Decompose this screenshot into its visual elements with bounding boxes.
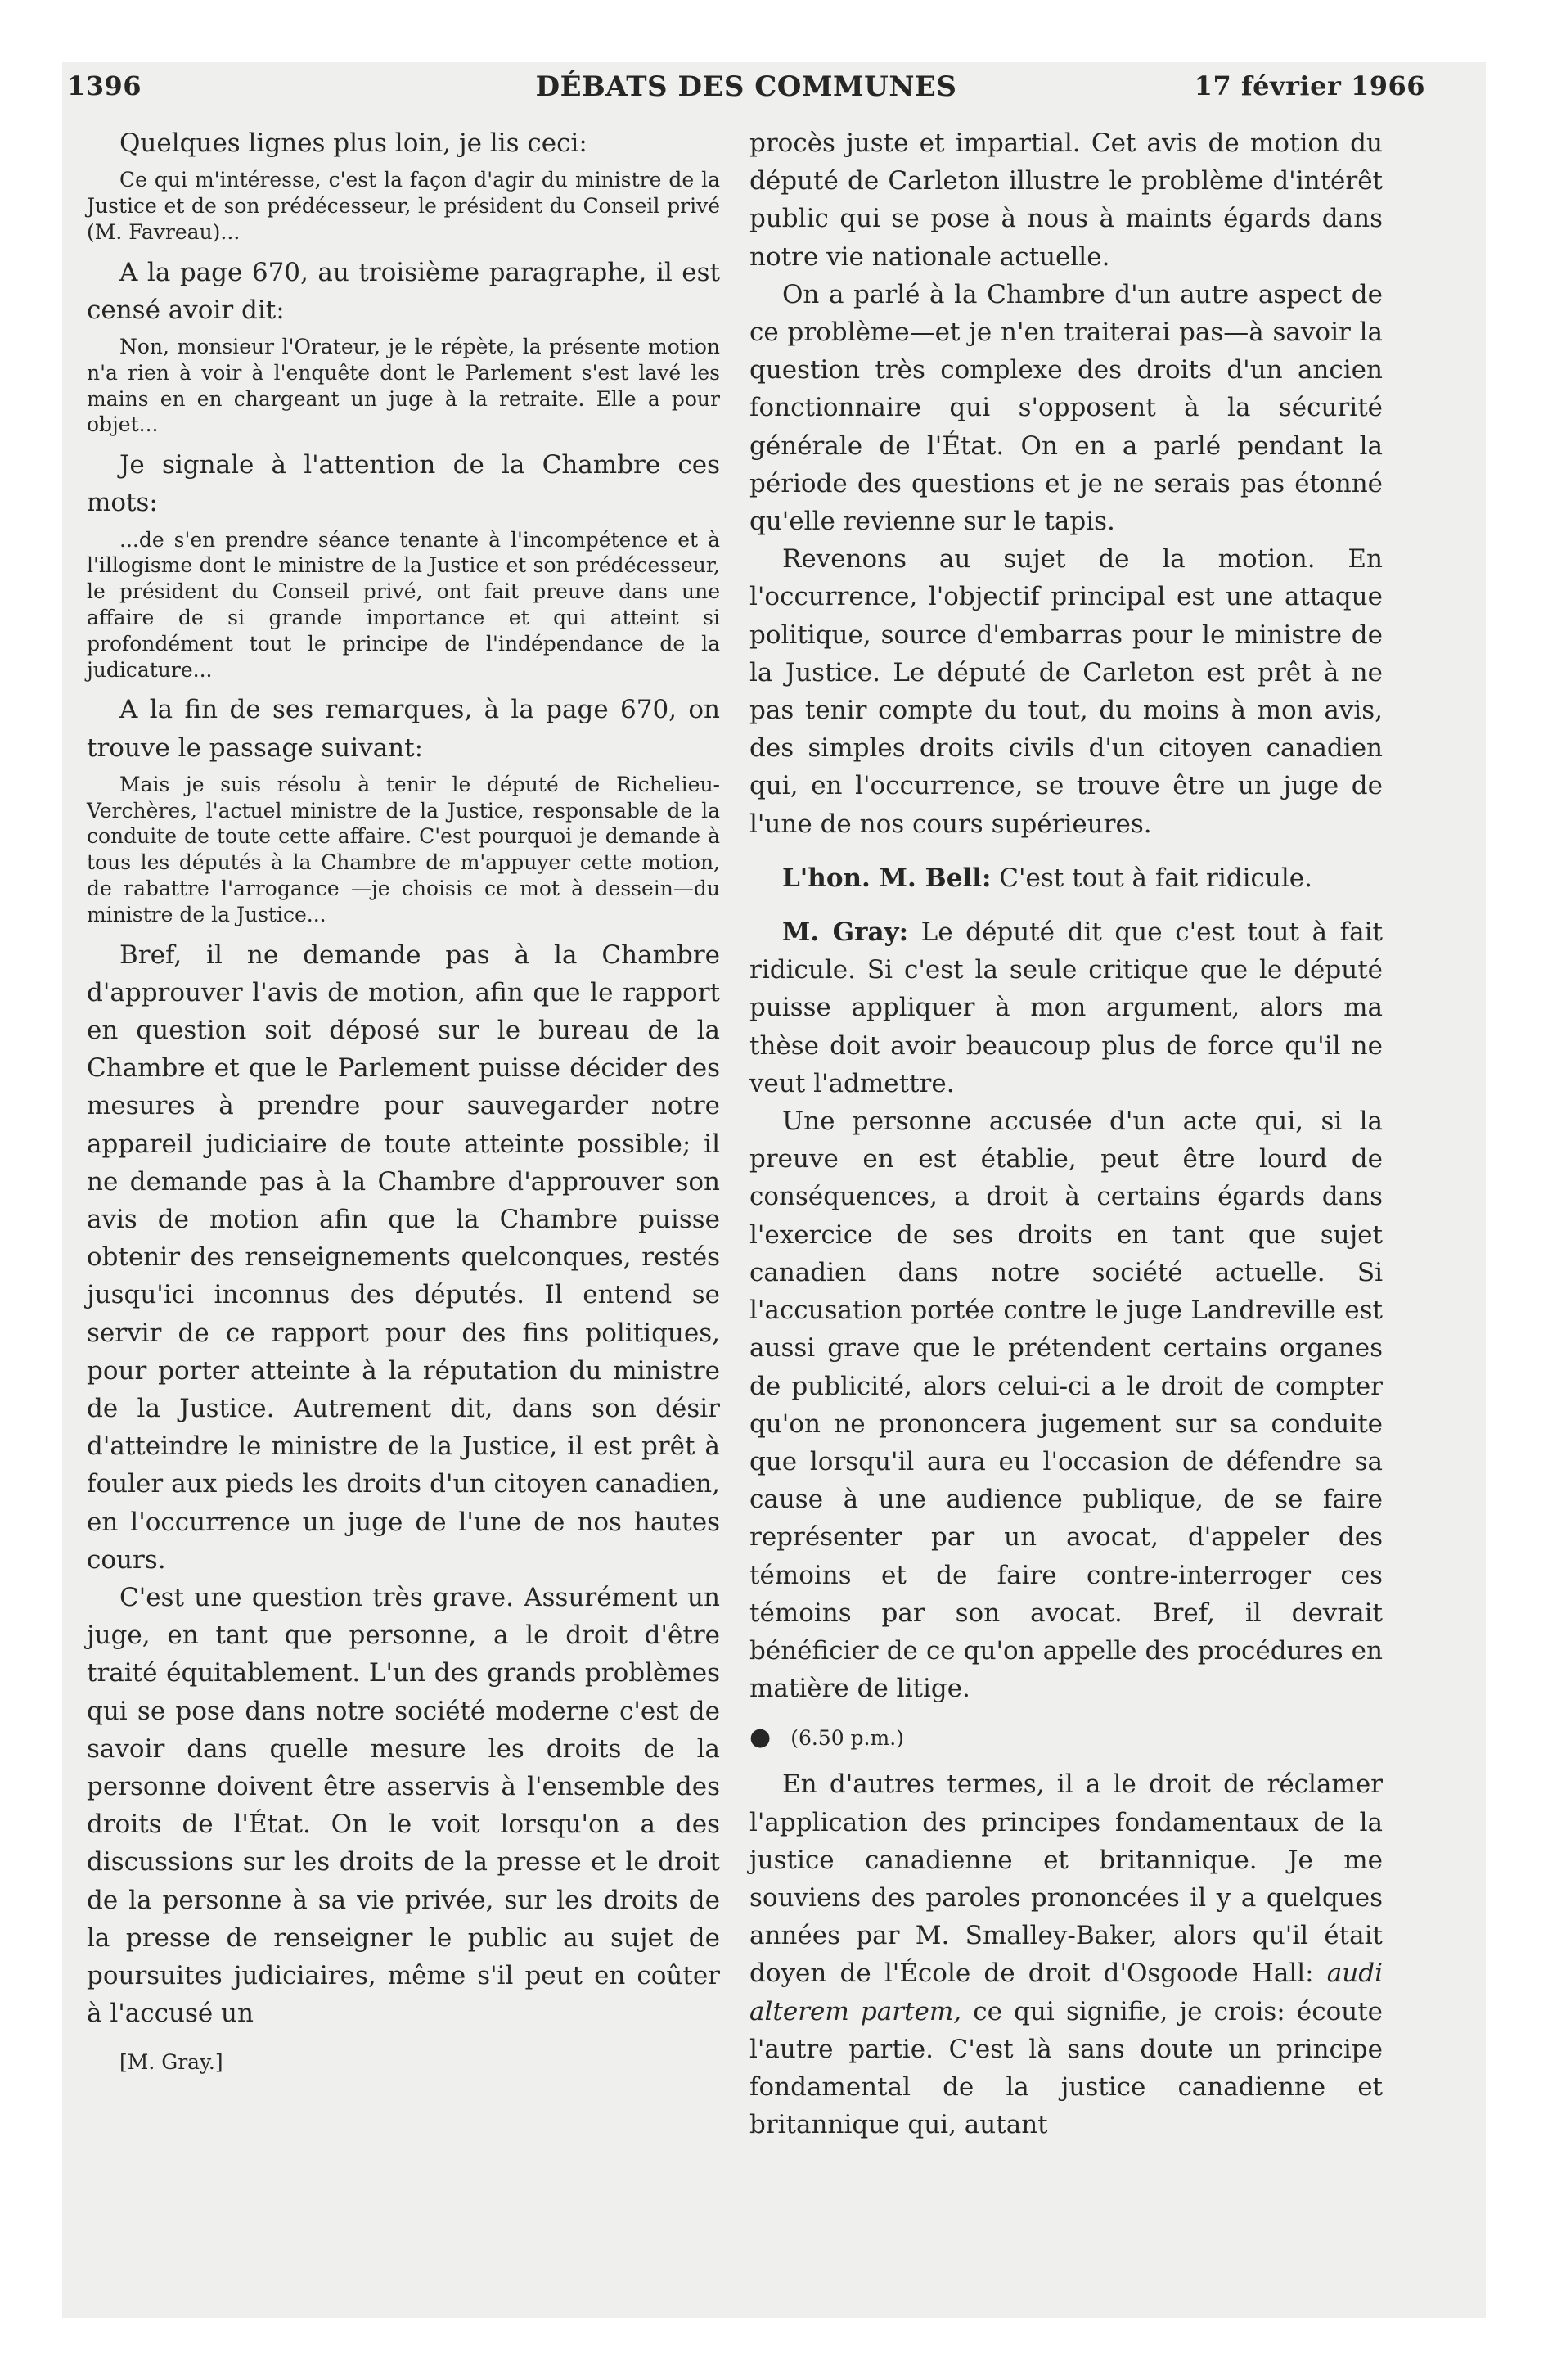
paragraph: C'est une question très grave. Assurément un juge, en tant que personne, a le droit d'être traité équitablement. L'un des grands problèmes qui se pose dans notre société moderne c'est de savoir dans quelle mesure les droits de la personne doivent être asservis à l'ensemble des droits de l'État. On le voit lorsqu'on a des discussions sur les droits de la presse et le droit de la personne à sa vie privée, sur les droits de la presse de renseigner le public au sujet de poursuites judiciaires, même s'il peut en coûter à l'accusé un [87, 1583, 720, 2029]
paragraph: On a parlé à la Chambre d'un autre aspect de ce problème—et je n'en traiterai pas—à savoir la question très complexe des droits d'un ancien fonctionnaire qui s'opposent à la sécurité générale de l'État. On en a parlé pendant la période des questions et je ne serais pas étonné qu'elle revienne sur le tapis. [749, 279, 1383, 537]
speaker-name: L'hon. M. Bell: [782, 863, 992, 893]
paragraph: Quelques lignes plus loin, je lis ceci: [119, 128, 587, 158]
paragraph [749, 1765, 1383, 2143]
paragraph: procès juste et impartial. Cet avis de motion du député de Carleton illustre le problème d'intérêt public qui se pose à nous à maints égards dans notre vie nationale actuelle. [749, 128, 1383, 272]
right-column [749, 124, 1383, 2143]
paragraph: A la page 670, au troisième paragraphe, il est censé avoir dit: [87, 257, 720, 325]
quotation: Non, monsieur l'Orateur, je le répète, la présente motion n'a rien à voir à l'enquête dont le Parlement s'est lavé les mains en en chargeant un juge à la retraite. Elle a pour objet... [87, 335, 720, 437]
quotation: Mais je suis résolu à tenir le député de Richelieu-Verchères, l'actuel ministre de la Justice, responsable de la conduite de toute cette affaire. C'est pourquoi je demande à tous les députés à la Chambre de m'appuyer cette motion, de rabattre l'arrogance —je choisis ce mot à dessein—du ministre de la Justice... [87, 772, 720, 926]
issue-date: 17 février 1966 [1194, 70, 1425, 101]
speaker-text: C'est tout à fait ridicule. [991, 863, 1312, 893]
bullet-icon: ● [749, 1723, 772, 1752]
left-column [87, 124, 720, 2074]
paragraph: Revenons au sujet de la motion. En l'occurrence, l'objectif principal est une attaque politique, source d'embarras pour le ministre de la Justice. Le député de Carleton est prêt à ne pas tenir compte du tout, du moins à mon avis, des simples droits civils d'un citoyen canadien qui, en l'occurrence, se trouve être un juge de l'une de nos cours supérieures. [749, 544, 1383, 839]
time-stamp: (6.50 p.m.) [790, 1726, 904, 1751]
page-number: 1396 [67, 70, 142, 101]
speaker-statement [749, 913, 1383, 1102]
paragraph: Une personne accusée d'un acte qui, si la preuve en est établie, peut être lourd de conséquences, a droit à certains égards dans l'exercice de ses droits en tant que sujet canadien dans notre société actuelle. Si l'accusation portée contre le juge Landreville est aussi grave que le prétendent certains organes de publicité, alors celui-ci a le droit de compter qu'on ne prononcera jugement sur sa conduite que lorsqu'il aura eu l'occasion de défendre sa cause à une audience publique, de se faire représenter par un avocat, d'appeler des témoins et de faire contre-interroger ces témoins par son avocat. Bref, il devrait bénéficier de ce qu'on appelle des procédures en matière de litige. [749, 1107, 1383, 1704]
quotation: Ce qui m'intéresse, c'est la façon d'agir du ministre de la Justice et de son prédécesseur, le président du Conseil privé (M. Favreau)... [87, 168, 720, 244]
journal-title: DÉBATS DES COMMUNES [535, 70, 957, 103]
latin-phrase: audi alterem partem, [749, 1959, 1383, 2026]
paragraph-text: En d'autres termes, il a le droit de réclamer l'application des principes fondamentaux de la justice canadienne et britannique. Je me souviens des paroles prononcées il y a quelques années par M. Smalley-Baker, alors qu'il était doyen de l'École de droit d'Osgoode Hall: [749, 1769, 1383, 1989]
page-header [67, 70, 1425, 116]
paragraph: Je signale à l'attention de la Chambre ces mots: [87, 450, 720, 518]
quotation: ...de s'en prendre séance tenante à l'incompétence et à l'illogisme dont le ministre de la Justice et son prédécesseur, le président du Conseil privé, ont fait preuve dans une affaire de si grande importance et qui atteint si profondément tout le principe de l'indépendance de la judicature... [87, 527, 720, 682]
time-marker [749, 1719, 1383, 1757]
paragraph: A la fin de ses remarques, à la page 670, on trouve le passage suivant: [87, 695, 720, 763]
speaker-name: M. Gray: [782, 917, 909, 948]
speaker-text: Le député dit que c'est tout à fait ridicule. Si c'est la seule critique que le député puisse appliquer à mon argument, alors ma thèse doit avoir beaucoup plus de force qu'il ne veut l'admettre. [749, 917, 1384, 1098]
speaker-statement [749, 859, 1383, 897]
speaker-tag: [M. Gray.] [119, 2050, 223, 2075]
paragraph-text: ce qui signifie, je crois: écoute l'autre partie. C'est là sans doute un principe fondamental de la justice canadienne et britannique qui, autant [749, 1996, 1383, 2140]
paragraph: Bref, il ne demande pas à la Chambre d'approuver l'avis de motion, afin que le rapport en question soit déposé sur le bureau de la Chambre et que le Parlement puisse décider des mesures à prendre pour sauvegarder notre appareil judiciaire de toute atteinte possible; il ne demande pas à la Chambre d'approuver son avis de motion afin que la Chambre puisse obtenir des renseignements quelconques, restés jusqu'ici inconnus des députés. Il entend se servir de ce rapport pour des fins politiques, pour porter atteinte à la réputation du ministre de la Justice. Autrement dit, dans son désir d'atteindre le ministre de la Justice, il est prêt à fouler aux pieds les droits d'un citoyen canadien, en l'occurrence un juge de l'une de nos hautes cours. [87, 940, 720, 1575]
